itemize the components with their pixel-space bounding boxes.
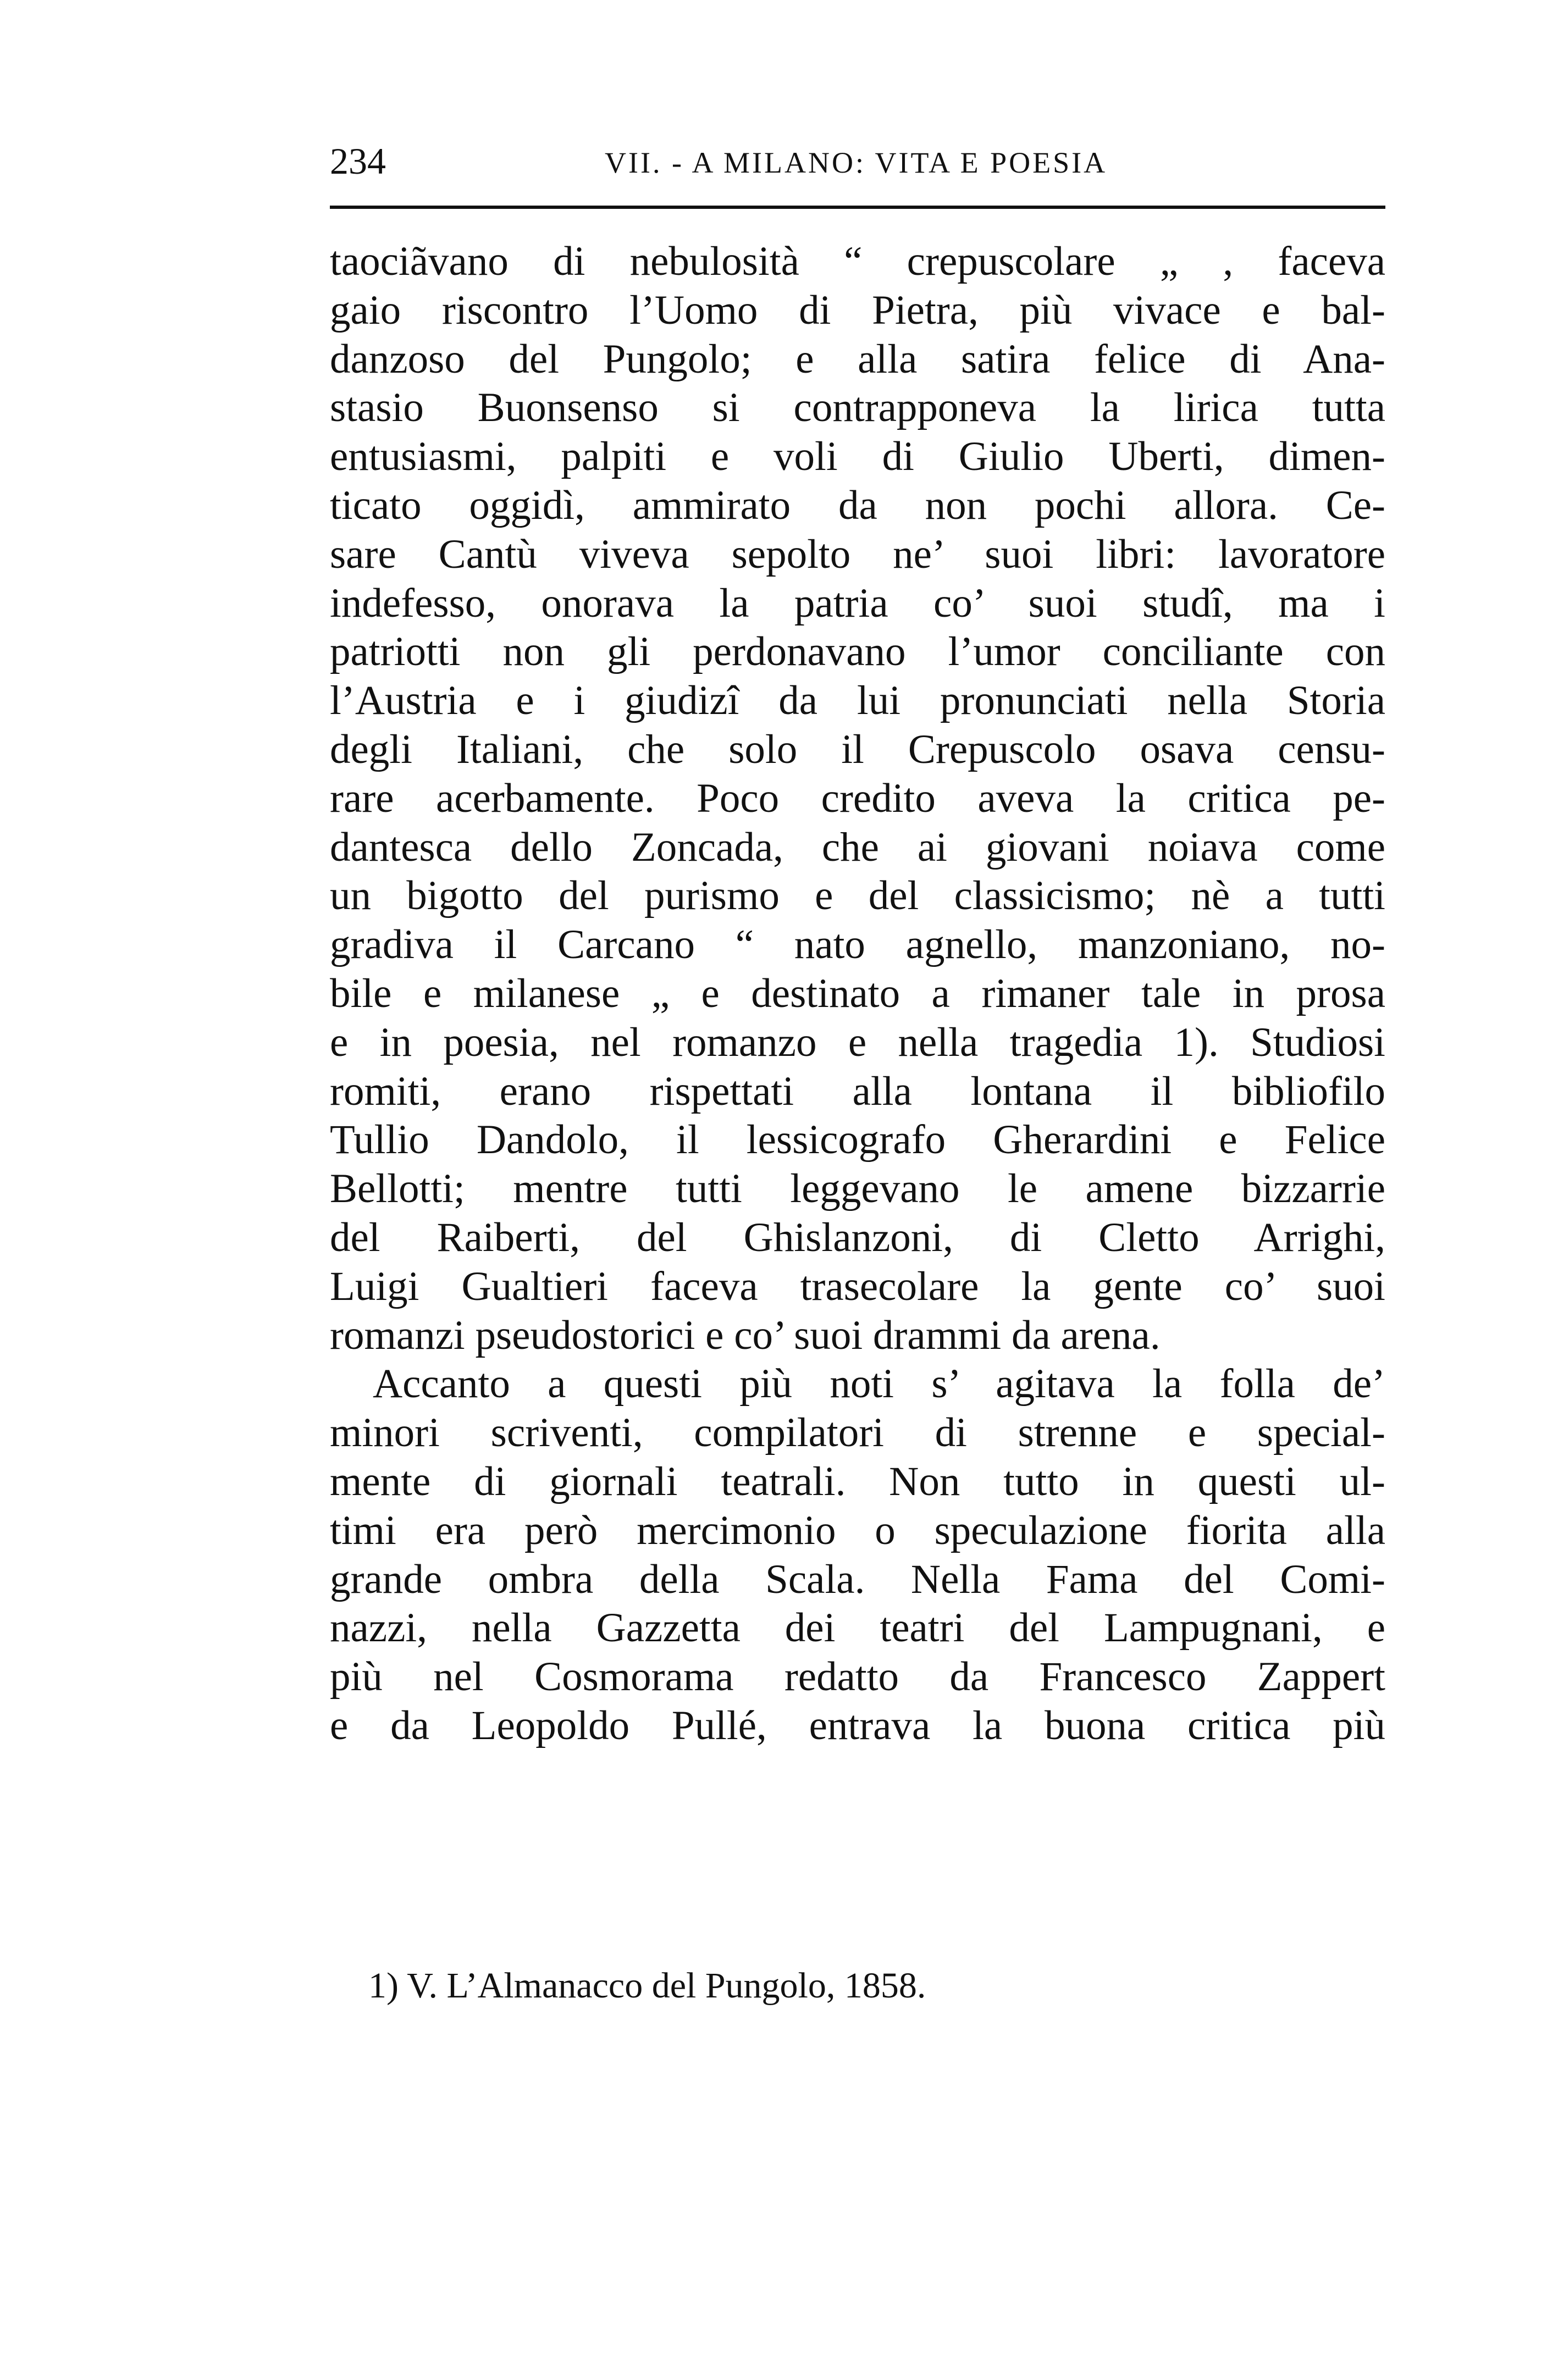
text-line: timi era però mercimonio o speculazione fiorita alla xyxy=(330,1507,1385,1553)
text-line: l’Austria e i giudizî da lui pronunciati nella Storia xyxy=(330,678,1385,724)
text-line: indefesso, onorava la patria co’ suoi studî, ma i xyxy=(330,580,1385,626)
text-line: patriotti non gli perdonavano l’umor conciliante con xyxy=(330,629,1385,675)
text-line: dantesca dello Zoncada, che ai giovani noiava come xyxy=(330,824,1385,870)
section-title: VII. - A MILANO: VITA E POESIA xyxy=(605,146,1108,179)
text-line: sare Cantù viveva sepolto ne’ suoi libri: lavoratore xyxy=(330,531,1385,577)
text-line: romiti, erano rispettati alla lontana il bibliofilo xyxy=(330,1068,1385,1114)
text-line: entusiasmi, palpiti e voli di Giulio Uberti, dimen- xyxy=(330,434,1385,480)
text-line: del Raiberti, del Ghislanzoni, di Cletto Arrighi, xyxy=(330,1214,1385,1260)
text-line: rare acerbamente. Poco credito aveva la critica pe- xyxy=(330,775,1385,821)
text-line: degli Italiani, che solo il Crepuscolo osava censu- xyxy=(330,726,1385,772)
text-line: grande ombra della Scala. Nella Fama del Comi- xyxy=(330,1556,1385,1602)
text-line: e da Leopoldo Pullé, entrava la buona critica più xyxy=(330,1702,1385,1748)
text-line: gaio riscontro l’Uomo di Pietra, più vivace e bal- xyxy=(330,287,1385,333)
text-line: un bigotto del purismo e del classicismo; nè a tutti xyxy=(330,873,1385,919)
text-line: Tullio Dandolo, il lessicografo Gherardini e Felice xyxy=(330,1117,1385,1163)
text-line: taociãvano di nebulosità “ crepuscolare „ , faceva xyxy=(330,239,1385,284)
text-line: Accanto a questi più noti s’ agitava la folla de’ xyxy=(373,1361,1385,1407)
footnote: 1) V. L’Almanacco del Pungolo, 1858. xyxy=(368,1966,926,2006)
text-line: Luigi Gualtieri faceva trasecolare la gente co’ suoi xyxy=(330,1263,1385,1309)
text-line: nazzi, nella Gazzetta dei teatri del Lampugnani, e xyxy=(330,1605,1385,1651)
text-line: stasio Buonsenso si contrapponeva la lirica tutta xyxy=(330,385,1385,431)
text-line: danzoso del Pungolo; e alla satira felice di Ana- xyxy=(330,336,1385,382)
text-line: minori scriventi, compilatori di strenne e special- xyxy=(330,1410,1385,1456)
text-line: gradiva il Carcano “ nato agnello, manzoniano, no- xyxy=(330,922,1385,968)
text-line: mente di giornali teatrali. Non tutto in questi ul- xyxy=(330,1458,1385,1504)
text-line: bile e milanese „ e destinato a rimaner tale in prosa xyxy=(330,970,1385,1016)
text-line: ticato oggidì, ammirato da non pochi allora. Ce- xyxy=(330,482,1385,528)
page-number: 234 xyxy=(330,140,386,182)
text-line: romanzi pseudostorici e co’ suoi drammi da arena. xyxy=(330,1312,1161,1358)
header-rule xyxy=(330,206,1385,209)
text-line: Bellotti; mentre tutti leggevano le amene bizzarrie xyxy=(330,1166,1385,1212)
body-text xyxy=(330,237,1385,1751)
text-line: e in poesia, nel romanzo e nella tragedia 1). Studiosi xyxy=(330,1019,1385,1065)
running-head xyxy=(330,136,1385,186)
text-line: più nel Cosmorama redatto da Francesco Zappert xyxy=(330,1654,1385,1700)
